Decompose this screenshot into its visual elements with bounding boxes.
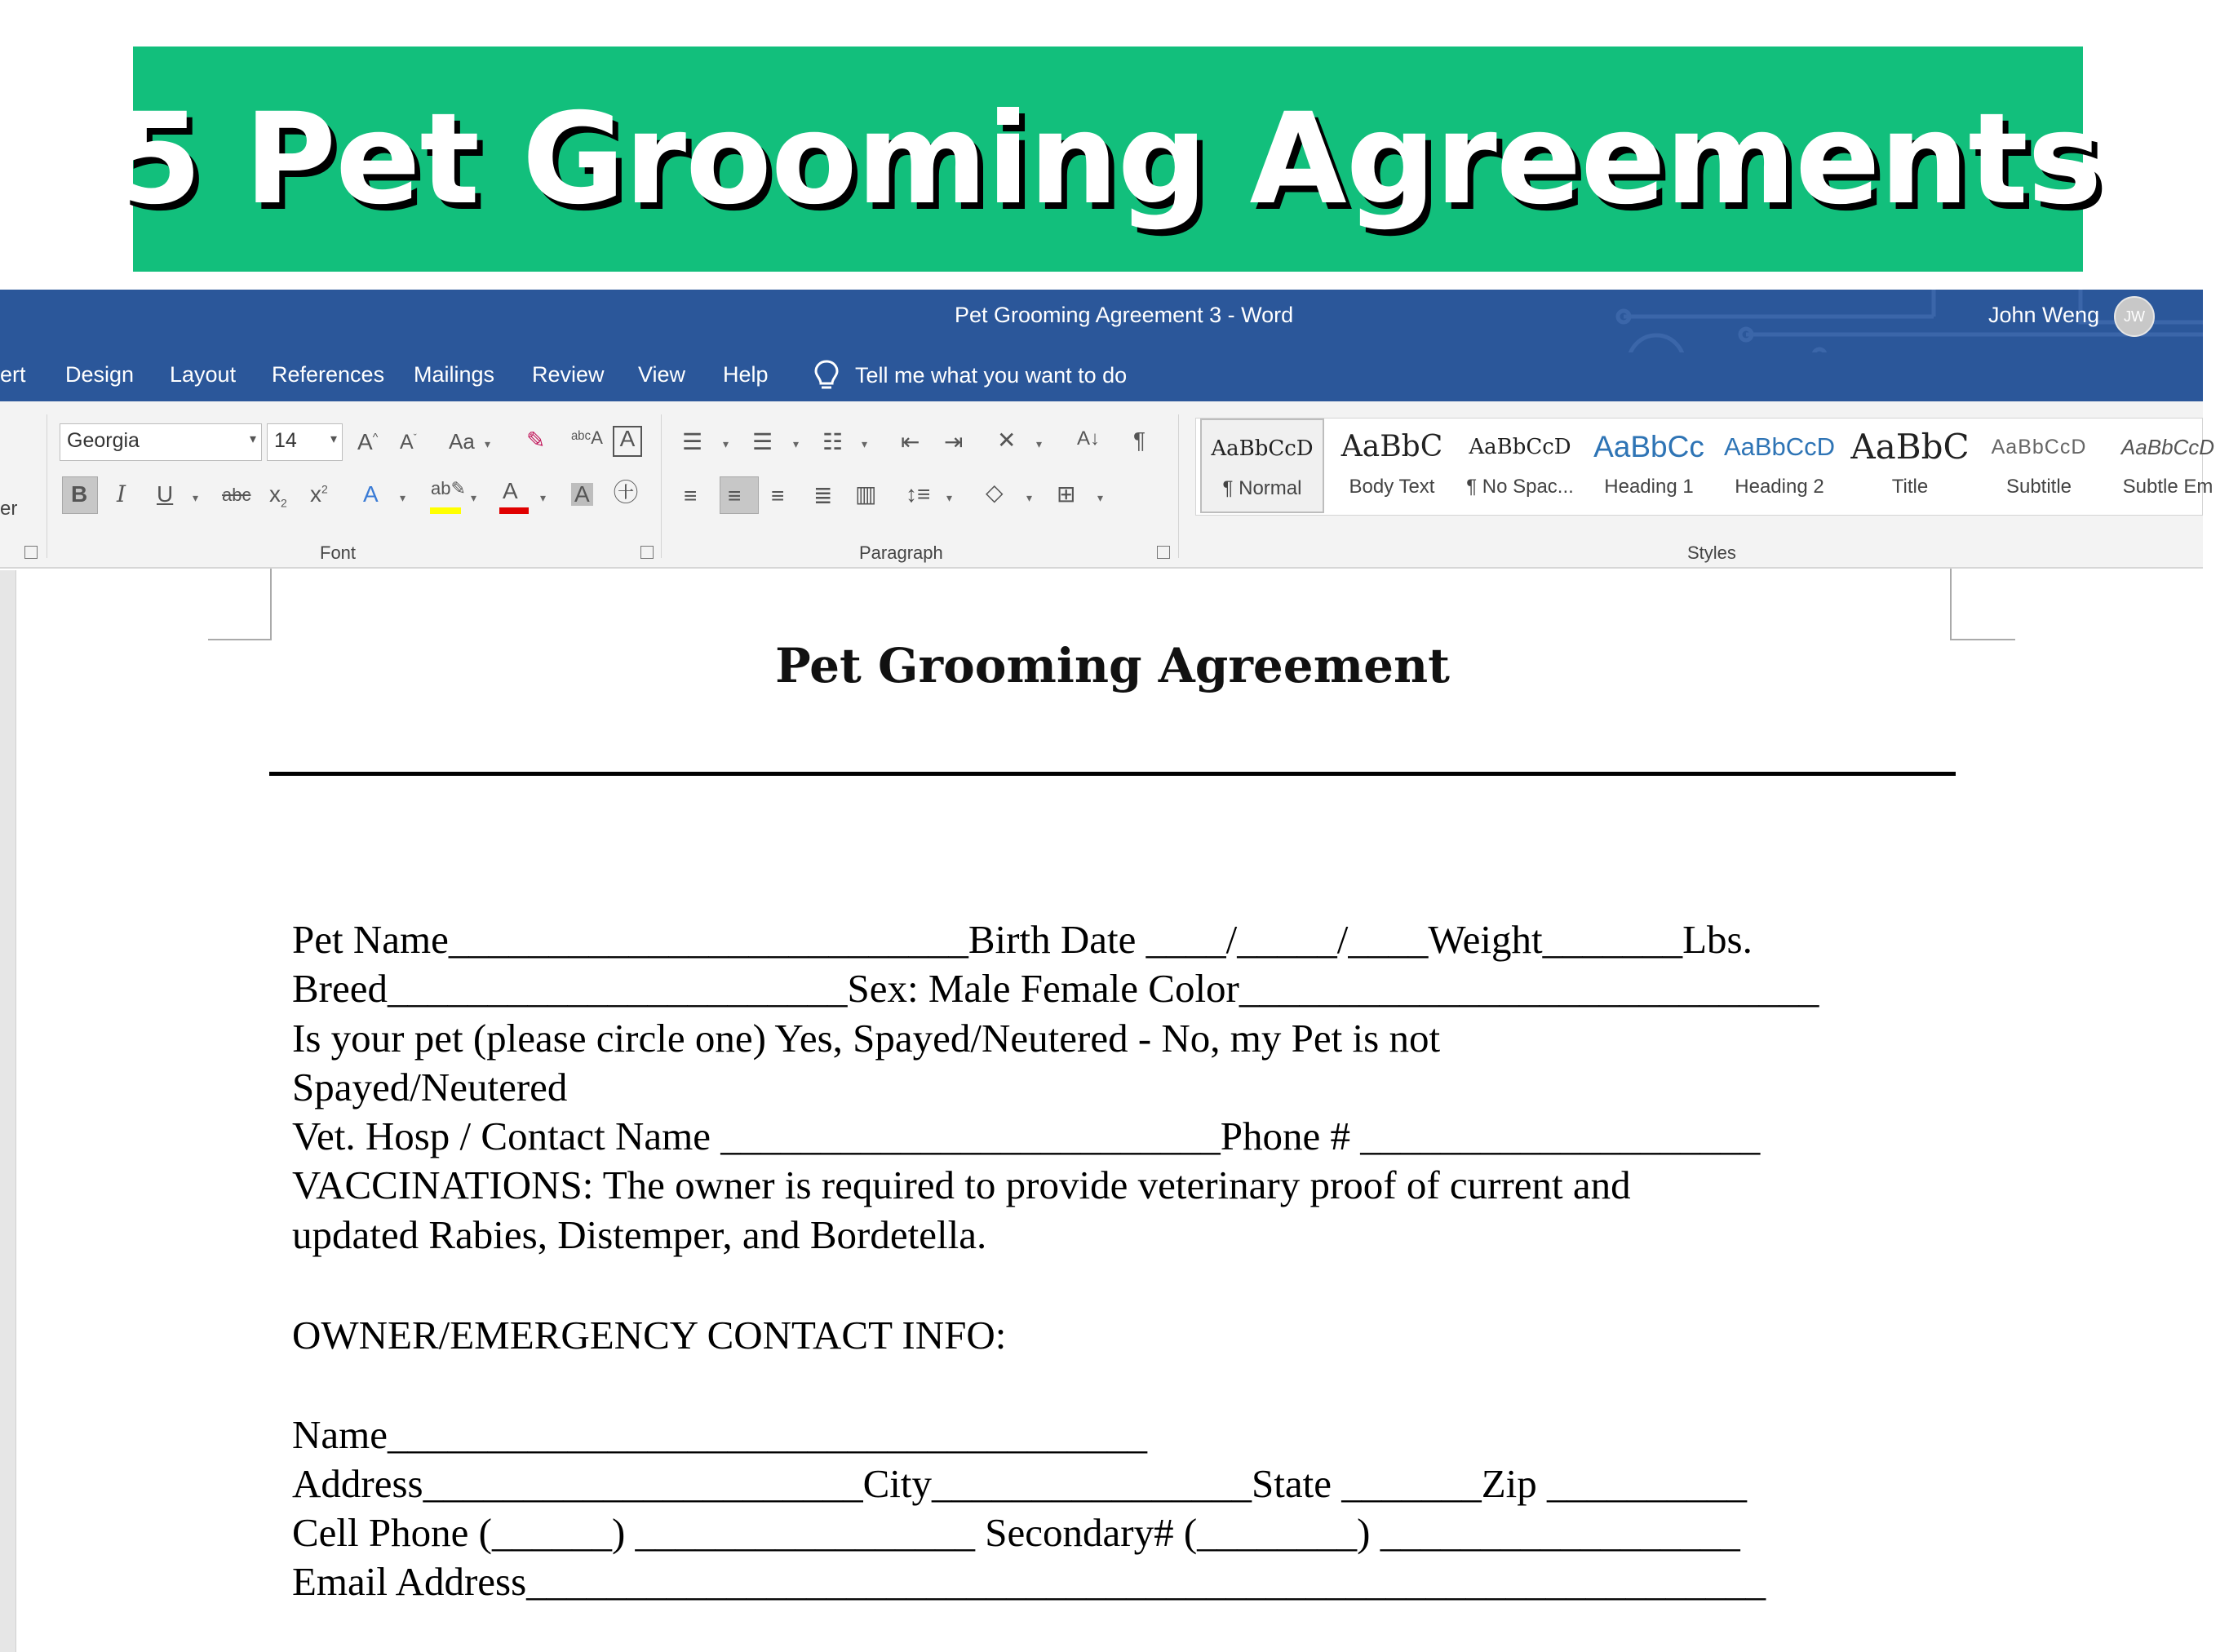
style-sample: AaBbC [1850, 427, 1970, 467]
shrink-font-icon[interactable]: $A^ˇ$ [400, 431, 417, 454]
style-sample: AaBbC [1341, 430, 1443, 463]
chevron-down-icon[interactable]: ▾ [330, 432, 337, 446]
chevron-down-icon[interactable]: ▾ [862, 437, 868, 450]
distributed-icon[interactable]: ▥ [855, 481, 877, 507]
clipboard-cut-label: er [0, 498, 18, 520]
chevron-down-icon[interactable]: ▾ [723, 437, 729, 450]
paint-bucket-icon[interactable]: ◇ [986, 480, 1004, 505]
chevron-down-icon[interactable]: ▾ [1097, 491, 1104, 504]
superscript-icon[interactable]: $x^2$ [310, 481, 328, 507]
font-name-value: Georgia [67, 429, 140, 452]
crop-mark [1950, 569, 2015, 640]
document-title: Pet Grooming Agreement 3 - Word [955, 303, 1294, 327]
justify-icon[interactable]: ≣ [813, 483, 833, 508]
spayed-line[interactable]: Is your pet (please circle one) Yes, Spayed/Neutered - No, my Pet is not [292, 1016, 1441, 1061]
banner [114, 47, 2102, 272]
chevron-down-icon[interactable]: ▾ [1026, 491, 1033, 504]
shading-icon[interactable]: A [571, 483, 593, 506]
numbering-icon[interactable]: ☰ [752, 429, 773, 454]
crop-mark [208, 569, 272, 640]
text-effects-abc-icon[interactable]: ᵃᵇᶜA [571, 427, 603, 448]
group-separator [1178, 414, 1179, 558]
tab-references[interactable]: References [272, 362, 385, 387]
chevron-down-icon[interactable]: ▾ [249, 432, 256, 446]
chevron-down-icon[interactable]: ▾ [1036, 437, 1043, 450]
vaccinations-line-2[interactable]: updated Rabies, Distemper, and Bordetella. [292, 1212, 987, 1257]
borders-icon[interactable]: ⊞ [1057, 481, 1076, 507]
increase-indent-icon[interactable]: ⇥ [944, 429, 964, 454]
decrease-indent-icon[interactable]: ⇤ [901, 429, 920, 454]
font-group-label: Font [320, 543, 357, 563]
show-formatting-icon[interactable]: ¶ [1133, 427, 1146, 453]
sort-icon[interactable]: A↓ [1077, 427, 1101, 450]
font-launcher-icon[interactable] [640, 546, 654, 559]
align-center-icon[interactable]: ≡ [728, 483, 742, 508]
style-title[interactable] [1849, 419, 1971, 513]
owner-contact-heading[interactable]: OWNER/EMERGENCY CONTACT INFO: [292, 1313, 1007, 1357]
style-heading-2[interactable] [1718, 419, 1841, 513]
user-name[interactable]: John Weng [1988, 303, 2100, 327]
asian-layout-icon[interactable]: ✕ [997, 427, 1017, 453]
styles-group-label: Styles [1687, 543, 1736, 563]
style-name: Subtle Em [2122, 476, 2213, 498]
lightbulb-icon [813, 359, 840, 392]
style-sample: AaBbCcD [1211, 436, 1314, 461]
underline-icon[interactable]: U [157, 481, 174, 507]
paragraph-launcher-icon[interactable] [1157, 546, 1170, 559]
tell-me-label: Tell me what you want to do [855, 362, 1128, 388]
style-heading-1[interactable] [1588, 419, 1710, 513]
tab-view[interactable]: View [638, 362, 686, 387]
chevron-down-icon[interactable]: ▾ [400, 491, 406, 504]
align-left-icon[interactable]: ≡ [684, 483, 698, 508]
pet-name-line[interactable]: Pet Name__________________________Birth Date ____/_____/____Weight_______Lbs. [292, 917, 1753, 962]
align-right-icon[interactable]: ≡ [771, 483, 785, 508]
italic-icon[interactable]: I [117, 481, 126, 507]
style-sample: AaBbCcD [2120, 435, 2215, 459]
font-size-select[interactable] [267, 423, 343, 461]
breed-line[interactable]: Breed_______________________Sex: Male Female Color_____________________________ [292, 966, 1819, 1011]
bold-icon[interactable]: B [71, 481, 88, 507]
ribbon [0, 401, 2215, 569]
chevron-down-icon[interactable]: ▾ [193, 491, 199, 504]
style-name: ¶ Normal [1222, 477, 1302, 499]
avatar[interactable]: JW [2114, 296, 2155, 337]
vaccinations-line[interactable]: VACCINATIONS: The owner is required to provide veterinary proof of current and [292, 1163, 1631, 1207]
font-color-icon[interactable]: A [503, 478, 518, 503]
style-name: Heading 2 [1735, 476, 1824, 498]
document-area [0, 570, 2203, 1652]
chevron-down-icon[interactable]: ▾ [793, 437, 800, 450]
line-spacing-icon[interactable]: ↕≡ [906, 481, 931, 507]
style-body-text[interactable] [1331, 419, 1453, 513]
style-sample: AaBbCcD [1991, 436, 2087, 458]
style-normal[interactable] [1200, 419, 1324, 513]
highlight-icon[interactable]: ab✎ [431, 478, 466, 498]
grow-font-icon[interactable]: A^ [357, 429, 379, 454]
text-effects-icon[interactable]: A [363, 481, 379, 507]
style-name: Heading 1 [1604, 476, 1694, 498]
tab-design[interactable]: Design [65, 362, 135, 387]
strikethrough-icon[interactable]: abc [222, 485, 251, 505]
heading-rule [269, 772, 1956, 776]
subscript-icon[interactable]: $x_2$ [269, 481, 287, 510]
styles-gallery [1195, 418, 2215, 516]
phone-line[interactable]: Cell Phone (______) _________________ Secondary# (________) __________________ [292, 1510, 1740, 1555]
banner-title: 5 Pet Grooming Agreements [114, 86, 2102, 233]
document-heading[interactable]: Pet Grooming Agreement [775, 638, 1450, 693]
style-sample: AaBbCcD [1469, 435, 1571, 459]
paragraph-group-label: Paragraph [859, 543, 943, 563]
page-margin-strip [0, 570, 16, 1652]
clear-formatting-icon[interactable]: ✎ [526, 427, 546, 453]
font-size-value: 14 [274, 429, 297, 452]
chevron-down-icon[interactable]: ▾ [471, 491, 477, 504]
tab-insert[interactable]: ert [0, 362, 26, 387]
address-line[interactable]: Address______________________City________________State _______Zip __________ [292, 1461, 1748, 1506]
style-name: Subtitle [2005, 476, 2072, 498]
style-sample: AaBbCcD [1723, 432, 1836, 461]
tab-review[interactable]: Review [532, 362, 605, 387]
bullets-icon[interactable]: ☰ [682, 429, 703, 454]
group-separator [661, 414, 662, 558]
chevron-down-icon[interactable]: ▾ [540, 491, 547, 504]
font-color-swatch [499, 507, 529, 514]
multilevel-list-icon[interactable]: ☷ [822, 429, 844, 454]
name-line[interactable]: Name______________________________________ [292, 1412, 1147, 1457]
highlight-color-swatch [430, 507, 461, 514]
clipboard-launcher-icon[interactable] [24, 546, 38, 559]
style-subtitle[interactable] [1978, 419, 2100, 513]
tell-me-search[interactable] [813, 359, 1127, 392]
character-border-icon[interactable]: A [613, 426, 642, 457]
spayed-line-2[interactable]: Spayed/Neutered [292, 1065, 568, 1109]
menu-bar [0, 352, 2203, 401]
style-name: ¶ No Spac... [1466, 476, 1574, 498]
style-name: Body Text [1349, 476, 1435, 498]
style-no-spacing[interactable] [1459, 419, 1581, 513]
chevron-down-icon[interactable]: ▾ [485, 437, 491, 450]
style-sample: AaBbCc [1593, 430, 1704, 463]
vet-contact-line[interactable]: Vet. Hosp / Contact Name _________________________Phone # ____________________ [292, 1114, 1761, 1158]
email-line[interactable]: Email Address______________________________________________________________ [292, 1559, 1766, 1604]
tab-mailings[interactable]: Mailings [414, 362, 495, 387]
style-subtle-emphasis[interactable] [2107, 419, 2229, 513]
change-case-icon[interactable]: Aa [449, 429, 475, 454]
font-name-select[interactable] [60, 423, 262, 461]
tab-layout[interactable]: Layout [170, 362, 237, 387]
style-name: Title [1891, 476, 1929, 498]
chevron-down-icon[interactable]: ▾ [946, 491, 953, 504]
enclose-character-icon[interactable]: ㊉ [614, 480, 638, 507]
tab-help[interactable]: Help [723, 362, 769, 387]
